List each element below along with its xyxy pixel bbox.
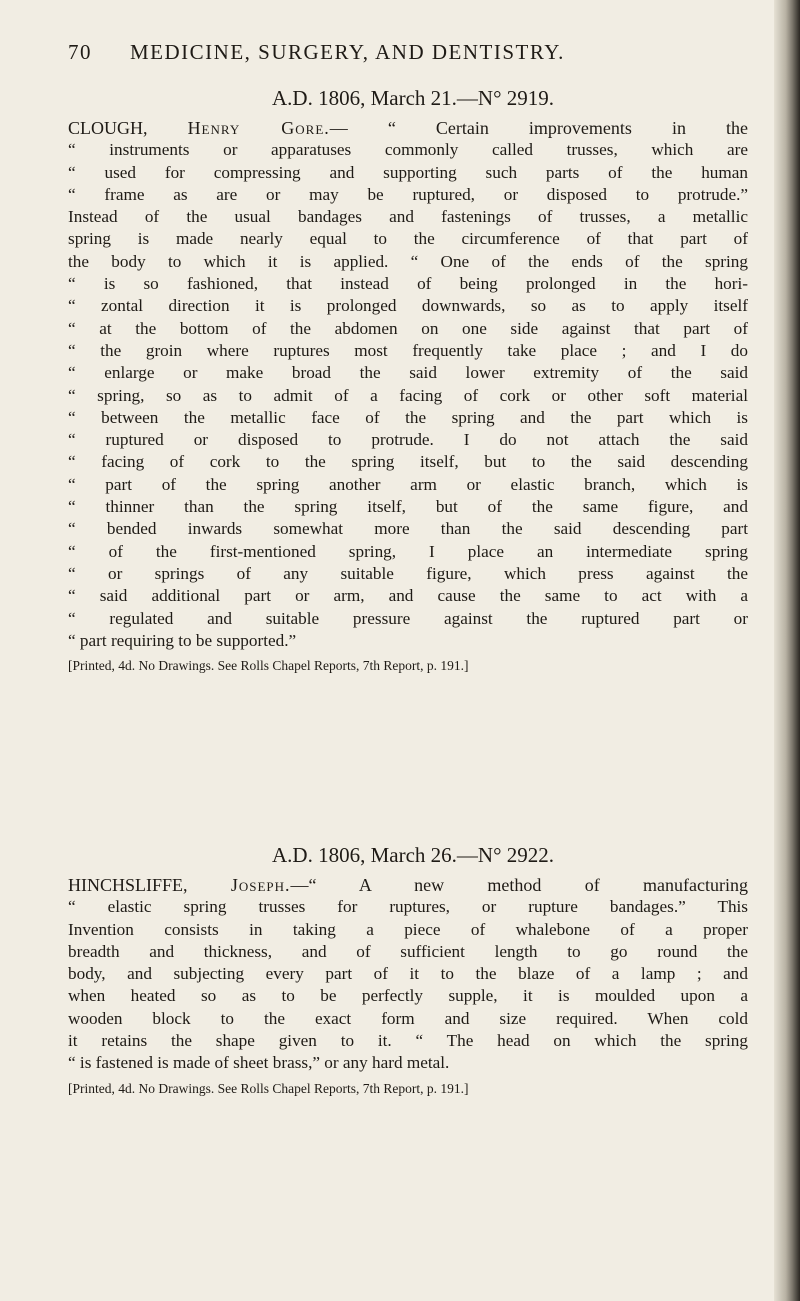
body-line: “ thinner than the spring itself, but of the same figure, and [68,497,748,517]
body-line: spring is made nearly equal to the circumference of that part of [68,229,748,249]
entry-title-start: — “ Certain improvements in the [329,118,748,138]
entry-heading: A.D. 1806, March 21.—N° 2919. [272,86,554,110]
body-line: “ between the metallic face of the spring and the part which is [68,407,748,427]
page-number: 70 [68,40,92,64]
body-line: “ of the first-mentioned spring, I place an intermediate spring [68,541,748,561]
patentee-surname: CLOUGH, [68,118,148,138]
entry-title-start: —“ A new method of manufacturing [290,875,748,895]
entry-first-line [68,874,748,896]
body-line: “ part of the spring another arm or elastic branch, which is [68,474,748,494]
body-line: “ the groin where ruptures most frequently take place ; and I do [68,340,748,360]
body-line: wooden block to the exact form and size required. When cold [68,1008,748,1028]
body-line: body, and subjecting every part of it to the blaze of a lamp ; and [68,964,748,984]
body-line: “ or springs of any suitable figure, which press against the [68,563,748,583]
body-line: “ is so fashioned, that instead of being prolonged in the hori- [68,274,748,294]
running-head [68,40,708,65]
body-line: Invention consists in taking a piece of whalebone of a proper [68,919,748,939]
body-line: “ instruments or apparatuses commonly called trusses, which are [68,140,748,160]
body-line: “ part requiring to be supported.” [68,630,297,650]
body-line: breadth and thickness, and of sufficient length to go round the [68,941,748,961]
body-line: “ used for compressing and supporting such parts of the human [68,162,748,182]
body-line: when heated so as to be perfectly supple, it is moulded upon a [68,986,748,1006]
body-line: “ frame as are or may be ruptured, or disposed to protrude.” [68,184,748,204]
page-edge-shadow [774,0,800,1301]
body-line: “ elastic spring trusses for ruptures, or rupture bandages.” This [68,897,748,917]
entry-heading: A.D. 1806, March 26.—N° 2922. [272,843,554,867]
citation-note: [Printed, 4d. No Drawings. See Rolls Chapel Reports, 7th Report, p. 191.] [68,658,469,674]
patentee-surname: HINCHSLIFFE, [68,875,188,895]
body-line: it retains the shape given to it. “ The head on which the spring [68,1031,748,1051]
body-line: the body to which it is applied. “ One of the ends of the spring [68,251,748,271]
body-line: Instead of the usual bandages and fastenings of trusses, a metallic [68,207,748,227]
body-line: “ regulated and suitable pressure against the ruptured part or [68,608,748,628]
body-line: “ is fastened is made of sheet brass,” or any hard metal. [68,1053,450,1073]
citation-note: [Printed, 4d. No Drawings. See Rolls Chapel Reports, 7th Report, p. 191.] [68,1080,469,1096]
patent-entry-2919 [68,86,748,676]
patentee-forename: Henry Gore. [187,118,330,138]
body-line: “ zontal direction it is prolonged downwards, so as to apply itself [68,296,748,316]
running-title: MEDICINE, SURGERY, AND DENTISTRY. [130,40,565,64]
patent-entry-2922 [68,843,748,1099]
entry-first-line [68,117,748,139]
body-line: “ spring, so as to admit of a facing of cork or other soft material [68,385,748,405]
body-line: “ enlarge or make broad the said lower extremity of the said [68,363,748,383]
body-line: “ ruptured or disposed to protrude. I do not attach the said [68,430,748,450]
body-line: “ facing of cork to the spring itself, but to the said descending [68,452,748,472]
patentee-forename: Joseph. [230,875,291,895]
body-line: “ at the bottom of the abdomen on one side against that part of [68,318,748,338]
body-line: “ bended inwards somewhat more than the said descending part [68,519,748,539]
body-line: “ said additional part or arm, and cause the same to act with a [68,586,748,606]
